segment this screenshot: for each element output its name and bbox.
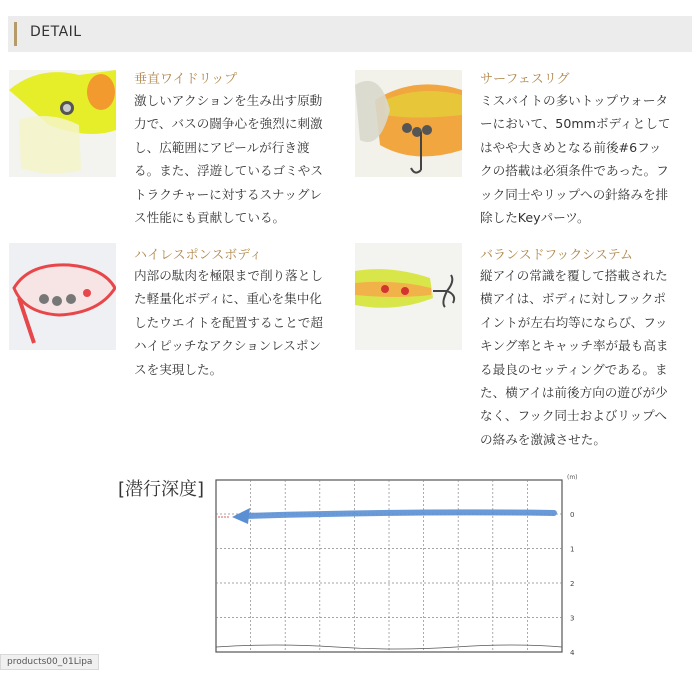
feature-title: サーフェスリグ [480, 72, 570, 87]
chart-y-ticks [570, 511, 575, 657]
feature-title: ハイレスポンスボディ [134, 248, 263, 263]
y-tick-label: 0 [570, 511, 575, 519]
y-tick-label: 4 [570, 649, 575, 657]
file-label: products00_01Lipa [0, 654, 99, 670]
chart-title: [潜行深度] [118, 479, 205, 500]
y-tick-label: 2 [570, 580, 575, 588]
y-tick-label: 3 [570, 614, 575, 623]
y-tick-label: 1 [570, 545, 575, 554]
section-header [8, 16, 692, 52]
feature-text: 内部の駄肉を極限まで削り落とし た軽量化ボディに、重心を集中化 したウエイトを配置することで超 ハイピッチなアクションレスポン スを実現した。 [134, 268, 323, 377]
header-accent-bar [14, 22, 17, 46]
depth-chart [118, 468, 588, 658]
feature-title: 垂直ワイドリップ [134, 72, 238, 87]
section-title: DETAIL [30, 24, 82, 40]
feature-image-hook-system [355, 243, 462, 350]
feature-image-surface-rig [355, 70, 462, 177]
feature-image-body [9, 243, 116, 350]
feature-text: ミスバイトの多いトップウォータ ーにおいて、50mmボディとして はやや大きめとなる前後#6フッ クの搭載は必須条件であった。フ ック同士やリップへの針絡みを排 除したKeyパーツ。 [480, 93, 671, 226]
chart-grid [216, 480, 562, 652]
feature-text: 縦アイの常識を覆して搭載された 横アイは、ボディに対しフックポ イントが左右均等にならび、フッ キング率とキャッチ率が最も高ま る最良のセッティングである。ま た、横アイは前後方向の遊びが少 なく、フック同士およびリップへ の絡みを激減させた。 [480, 268, 669, 447]
feature-image-lip [9, 70, 116, 177]
depth-arrow-line [244, 512, 554, 516]
y-unit-label: (m) [567, 474, 578, 481]
feature-text: 激しいアクションを生み出す原動 力で、バスの闘争心を強烈に刺激 し、広範囲にアピールが行き渡 る。また、浮遊しているゴミやス トラクチャーに対するスナッグレ ス性能にも貢献している。 [134, 93, 323, 226]
feature-title: バランスドフックシステム [480, 248, 634, 263]
